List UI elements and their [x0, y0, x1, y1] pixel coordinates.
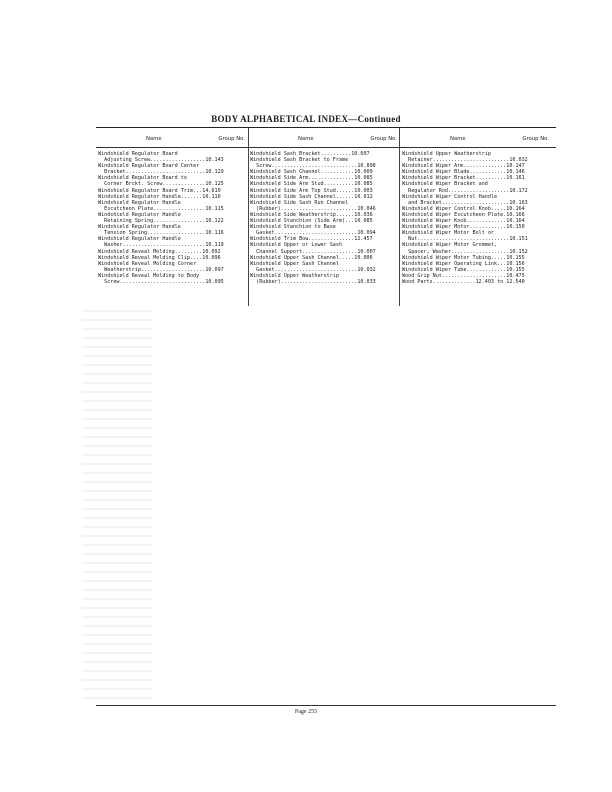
index-entry-line: Windshield Reveal Molding Clip....10.096 [98, 254, 221, 261]
index-entry [98, 212, 248, 224]
index-entry-line: Windshield Wiper Motor Grommet, [402, 242, 498, 249]
index-entry-line: Windshield Sash Bracket..........10.007 [250, 151, 370, 157]
index-entry-continuation: Screw............................10.898 [250, 163, 376, 170]
page-title: BODY ALPHABETICAL INDEX—Continued [211, 114, 401, 124]
column-header-group: Group No. [218, 136, 245, 142]
index-entry [98, 261, 248, 273]
index-entry-continuation: Corner Brckt. Screw..............10.125 [98, 181, 224, 188]
index-entry-line: Windshield Upper Sash Channel [250, 260, 339, 267]
index-entry-continuation: (Rubber).........................10.046 [250, 205, 376, 212]
index-entry-continuation: Gasket...........................10.032 [250, 266, 376, 273]
index-entry-continuation: Retainer.........................10.032 [402, 157, 528, 164]
index-entry [98, 151, 248, 163]
index-entry-line: Windshield Regulator Board Center [98, 163, 200, 170]
index-entry-line: Windshield Regulator Handle [98, 199, 181, 206]
column-header-name: Name [450, 136, 466, 142]
index-entry [250, 242, 400, 254]
index-entry-line: Windshield Reveal Molding Corner [98, 260, 197, 267]
index-entry-continuation: and Bracket......................10.163 [402, 199, 528, 206]
index-entry-line: Windshield Trim Bow...............12.457 [250, 236, 373, 243]
index-entry-line: Windshield Side Sash Channel......10.012 [250, 193, 373, 200]
index-entry [250, 273, 400, 285]
top-rule [96, 127, 556, 128]
index-entry-continuation: Nut..............................10.151 [402, 236, 528, 243]
index-entry-line: Windshield Side Weatherstrip......10.036 [250, 211, 373, 218]
index-entry [402, 230, 552, 242]
index-entry-line: Windshield Wiper Bracket and [402, 181, 488, 188]
bleed-through-text [82, 310, 152, 700]
index-entry [402, 279, 552, 285]
index-entry [250, 200, 400, 212]
index-entry-line: Windshield Side Arm Stud..........10.085 [250, 181, 373, 188]
index-entry [98, 200, 248, 212]
index-entry-line: Windshield Regulator Handle [98, 211, 181, 218]
index-entry [250, 157, 400, 169]
index-entry-line: Wood Grip Nut.....................10.475 [402, 272, 525, 279]
index-entry-line: Windshield Regulator Handle [98, 236, 181, 243]
index-entry-continuation: Gasket...........................10.094 [250, 230, 376, 237]
index-entry-line: Windshield Wiper Operating Link...10.156 [402, 260, 525, 267]
column-header-name: Name [146, 136, 162, 142]
index-entry-line: Windshield Upper or Lower Sash [250, 242, 343, 249]
index-entry-line: Windshield Stanchion to Base [250, 224, 336, 231]
index-entry [402, 151, 552, 163]
index-entry-line: Windshield Upper Weatherstrip [250, 272, 339, 279]
index-entry-line: Windshield Upper Sash Channel.....10.006 [250, 254, 373, 261]
index-entry [98, 224, 248, 236]
index-entry-continuation: Tension Spring...................10.116 [98, 230, 224, 237]
column-divider [248, 128, 249, 306]
index-entry-continuation: Regulator Rod....................10.172 [402, 187, 528, 194]
index-entry-line: Windshield Upper Weatherstrip [402, 151, 491, 157]
index-entry-line: Windshield Side Sash Run Channel [250, 199, 349, 206]
index-entry-line: Windshield Wiper Motor Bolt or [402, 230, 495, 237]
index-entry-line: Windshield Wiper Tube.............10.155 [402, 266, 525, 273]
index-entry-line: Windshield Wiper Escutcheon Plate.10.166 [402, 211, 525, 218]
bottom-rule [96, 705, 556, 706]
index-entry-line: Windshield Regulator Board [98, 151, 178, 157]
column-header-name: Name [298, 136, 314, 142]
index-entry-line: Windshield Side Arm Top Stud......10.003 [250, 187, 373, 194]
index-entry-line: Windshield Regulator Handle.......10.110 [98, 193, 221, 200]
index-entry-line: Windshield Sash Bracket to Frame [250, 157, 349, 164]
index-entry-line: Windshield Regulator Handle [98, 224, 181, 231]
index-entry-continuation: Adjusting Screw..................10.143 [98, 157, 224, 164]
index-entry-line: Windshield Stanchion (Side Arm)...10.085 [250, 218, 373, 225]
index-entry [98, 236, 248, 248]
index-entry-line: Windshield Sash Channel...........10.009 [250, 169, 373, 176]
index-entry-line: Windshield Wiper Bracket..........10.161 [402, 175, 525, 182]
index-entry-line: Windshield Wiper Control Handle [402, 193, 498, 200]
index-entry-line: Windshield Wiper Motor Tubing.....10.155 [402, 254, 525, 261]
index-entry-line: Windshield Regulator Board Trim...14.610 [98, 187, 221, 194]
index-entry [402, 181, 552, 193]
index-entry-continuation: Bracket..........................10.129 [98, 169, 224, 176]
index-entry-continuation: Channel Support..................10.007 [250, 248, 376, 255]
index-entry-line: Windshield Wiper Control Knob.....10.164 [402, 205, 525, 212]
page-number: Page 255 [294, 709, 318, 715]
index-entry-continuation: Spacer, Washer...................10.152 [402, 248, 528, 255]
header-rule [96, 147, 556, 148]
column-header-group: Group No. [370, 136, 397, 142]
index-entry-line: Windshield Wiper Motor............10.150 [402, 224, 525, 231]
index-entry-line: Windshield Reveal Molding to Body [98, 272, 200, 279]
index-entry-continuation: Escutcheon Plate.................10.115 [98, 205, 224, 212]
index-entry-continuation: (Rubber).........................10.033 [250, 278, 376, 285]
index-entry-line: Windshield Wiper Arm..............10.147 [402, 163, 525, 170]
index-entry [98, 163, 248, 175]
index-entry-line: Windshield Wiper Blade............10.146 [402, 169, 525, 176]
index-entry [402, 194, 552, 206]
index-entry-continuation: Weatherstrip.....................10.097 [98, 266, 224, 273]
index-entry-line: Windshield Reveal Molding.........10.092 [98, 248, 221, 255]
index-entry [98, 175, 248, 187]
index-column-1 [98, 151, 248, 285]
index-entry [250, 261, 400, 273]
index-entry-continuation: Retaining Spring.................10.122 [98, 218, 224, 225]
index-entry-line: Windshield Side Arm...............10.085 [250, 175, 373, 182]
index-entry [250, 224, 400, 236]
index-entry-line: Windshield Wiper Knob.............10.164 [402, 218, 525, 225]
column-header-group: Group No. [522, 136, 549, 142]
index-entry [402, 242, 552, 254]
index-column-3 [402, 151, 552, 285]
index-entry-continuation: Washer...........................10.119 [98, 242, 224, 249]
index-entry-line: Windshield Regulator Board to [98, 175, 187, 182]
index-entry-line: Wood Parts..............12.403 to 12.540 [402, 278, 525, 285]
index-entry [98, 273, 248, 285]
index-entry-continuation: Screw............................10.095 [98, 278, 224, 285]
index-column-2 [250, 151, 400, 285]
